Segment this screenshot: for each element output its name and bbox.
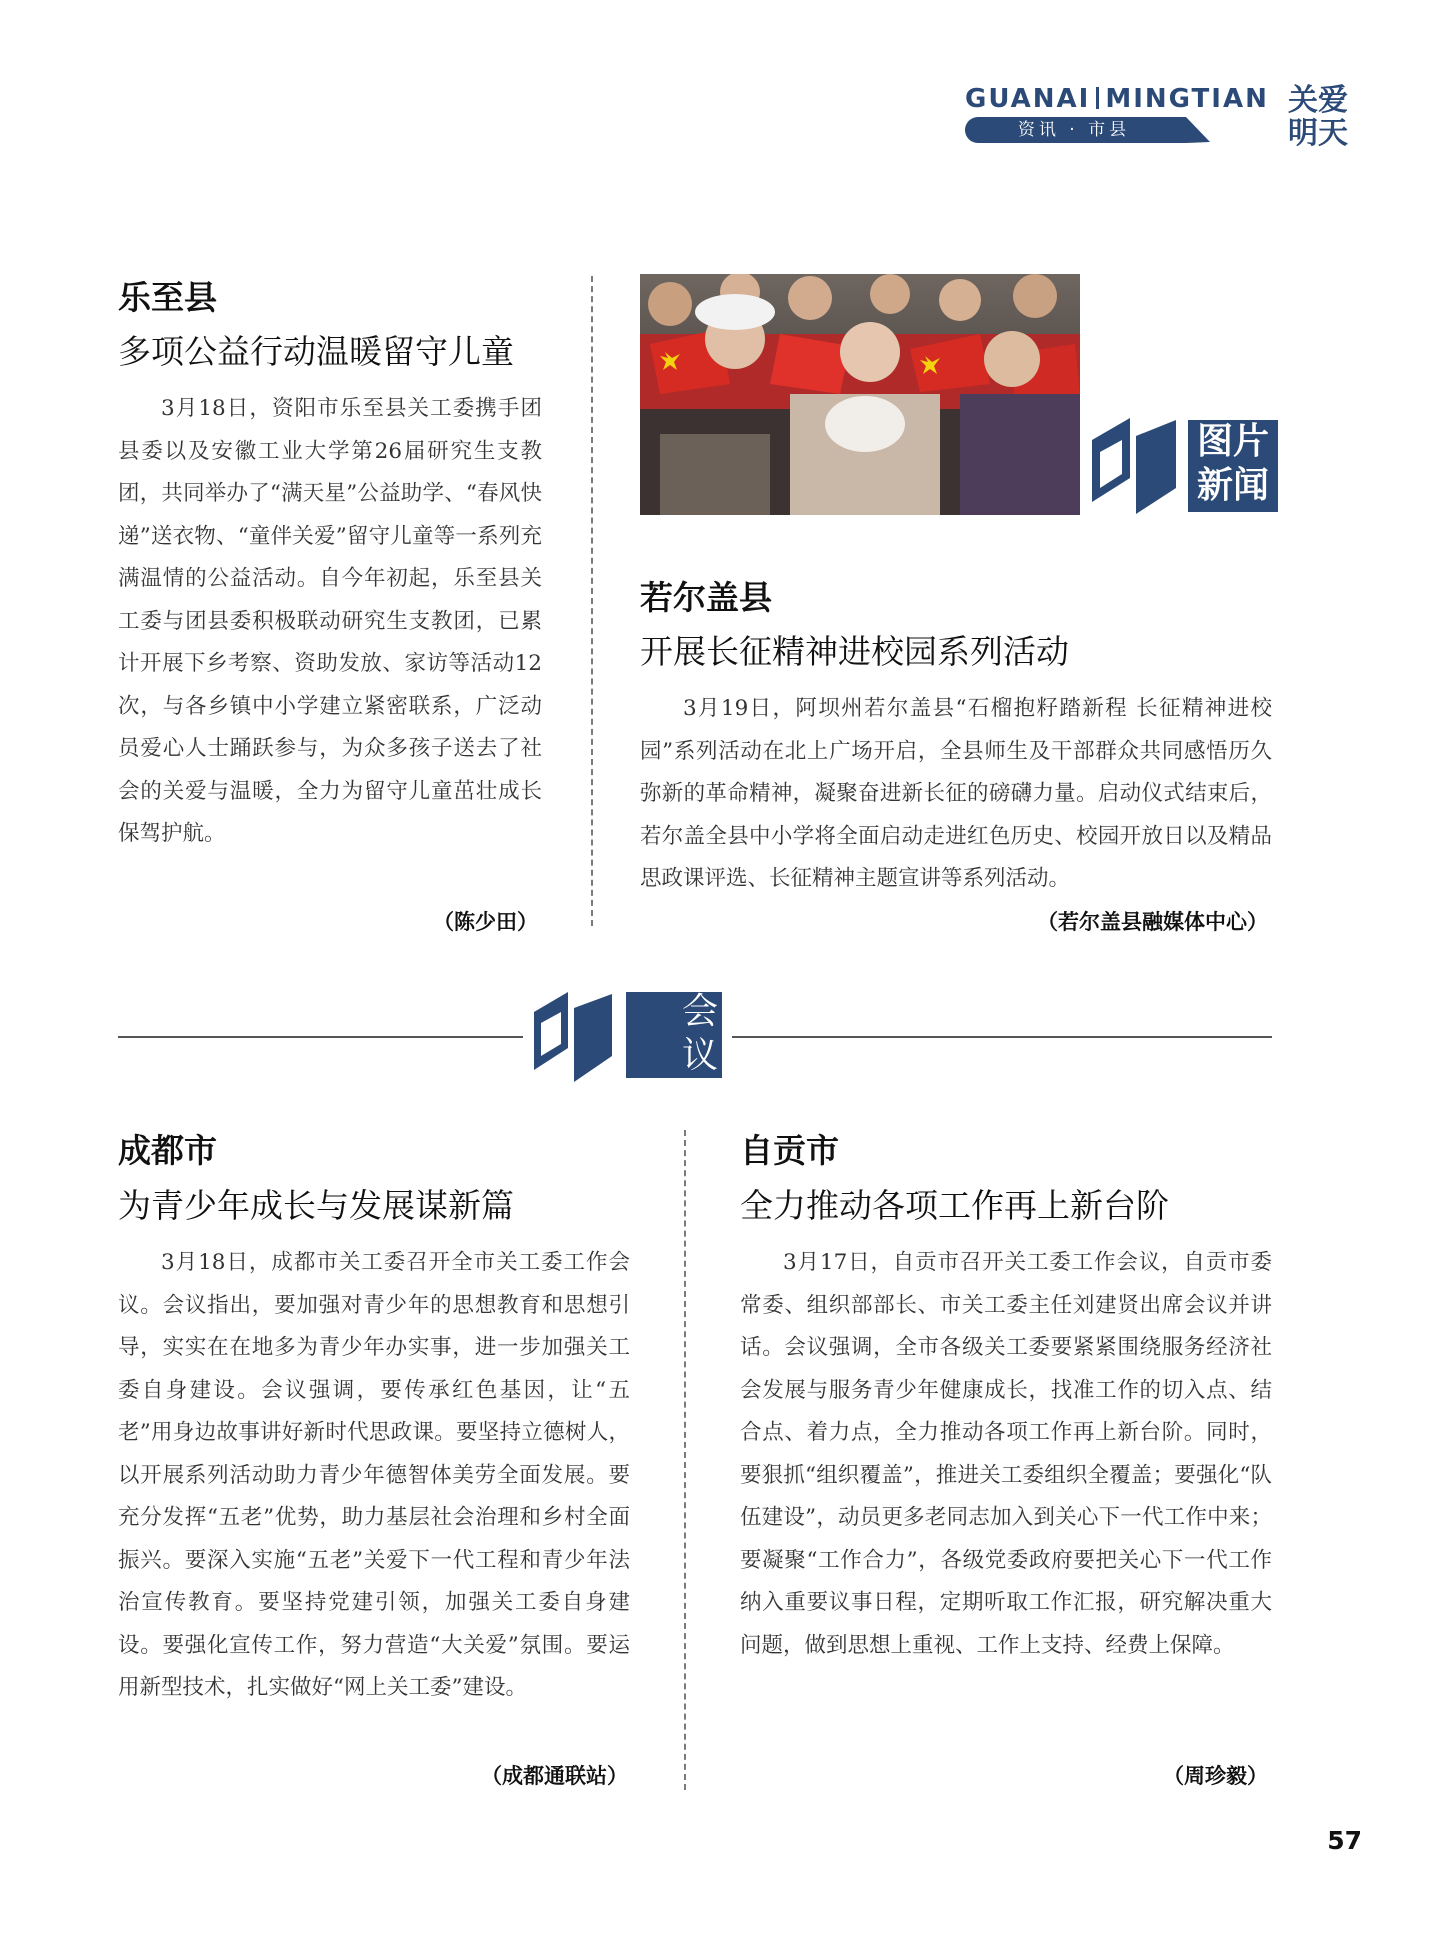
masthead-logo-line2: 明天 (1288, 116, 1348, 151)
article-body-zigong: 3月17日，自贡市召开关工委工作会议，自贡市委常委、组织部部长、市关工委主任刘建贤出席会议并讲话。会议强调，全市各级关工委要紧紧围绕服务经济社会发展与服务青少年健康成长，找准工作的切入点、结合点、着力点，全力推动各项工作再上新台阶。同时，要狠抓“组织覆盖”，推进关工委组织全覆盖；要强化“队伍建设”，动员更多老同志加入到关心下一代工作中来；要凝聚“工作合力”，各级党委政府要把关心下一代工作纳入重要议事日程，定期听取工作汇报，研究解决重大问题，做到思想上重视、工作上支持、经费上保障。 (740, 1250, 1272, 1658)
photo-news-label (1188, 420, 1278, 512)
section-tag-label: 资讯 · 市县 (1017, 120, 1131, 140)
article-byline-lezhi: （陈少田） (433, 910, 538, 934)
meeting-section-label (626, 992, 722, 1078)
article-region-lezhi: 乐至县 (118, 278, 217, 317)
masthead-latin-left: GUANAI (965, 84, 1091, 114)
article-region-ruoergai: 若尔盖县 (640, 578, 772, 617)
article-headline-zigong: 全力推动各项工作再上新台阶 (740, 1186, 1169, 1225)
section-tag (964, 116, 1212, 144)
meeting-section-char2: 议 (681, 1035, 718, 1076)
column-divider-top (591, 276, 593, 926)
article-body-lezhi: 3月18日，资阳市乐至县关工委携手团县委以及安徽工业大学第26届研究生支教团，共同举办了“满天星”公益助学、“春风快递”送衣物、“童伴关爱”留守儿童等一系列充满温情的公益活动。自今年初起，乐至县关工委与团县委积极联动研究生支教团，已累计开展下乡考察、资助发放、家访等活动12次，与各乡镇中小学建立紧密联系，广泛动员爱心人士踊跃参与，为众多孩子送去了社会的关爱与温暖，全力为留守儿童茁壮成长保驾护航。 (118, 396, 542, 846)
section-rule-left (118, 1036, 523, 1038)
article-region-chengdu: 成都市 (118, 1131, 217, 1170)
page-number: 57 (1327, 1826, 1362, 1855)
article-headline-ruoergai: 开展长征精神进校园系列活动 (640, 632, 1069, 671)
article-byline-zigong: （周珍毅） (1163, 1764, 1268, 1788)
meeting-section-char1: 会 (681, 991, 718, 1032)
section-rule-right (732, 1036, 1272, 1038)
article-byline-ruoergai: （若尔盖县融媒体中心） (1037, 910, 1268, 934)
children-with-flags-photo (640, 274, 1080, 515)
article-body-chengdu: 3月18日，成都市关工委召开全市关工委工作会议。会议指出，要加强对青少年的思想教育和思想引导，实实在在地多为青少年办实事，进一步加强关工委自身建设。会议强调，要传承红色基因，让“五老”用身边故事讲好新时代思政课。要坚持立德树人，以开展系列活动助力青少年德智体美劳全面发展。要充分发挥“五老”优势，助力基层社会治理和乡村全面振兴。要深入实施“五老”关爱下一代工程和青少年法治宣传教育。要坚持党建引领，加强关工委自身建设。要强化宣传工作，努力营造“大关爱”氛围。要运用新型技术，扎实做好“网上关工委”建设。 (118, 1250, 630, 1700)
column-divider-bottom (684, 1130, 686, 1790)
photo-illustration (640, 274, 1080, 515)
book-logo-icon (1092, 418, 1176, 514)
article-byline-chengdu: （成都通联站） (481, 1764, 628, 1788)
masthead-title (965, 84, 1267, 118)
photo-news-badge (1092, 418, 1280, 514)
photo-news-label-line2: 新闻 (1196, 465, 1269, 506)
masthead-logo-line1: 关爱 (1288, 83, 1348, 118)
article-body-ruoergai: 3月19日，阿坝州若尔盖县“石榴抱籽踏新程 长征精神进校园”系列活动在北上广场开启，全县师生及干部群众共同感悟历久弥新的革命精神，凝聚奋进新长征的磅礴力量。启动仪式结束后，若尔盖全县中小学将全面启动走进红色历史、校园开放日以及精品思政课评选、长征精神主题宣讲等系列活动。 (640, 696, 1272, 891)
masthead-latin-right: MINGTIAN (1105, 84, 1269, 114)
photo-news-label-line1: 图片 (1196, 421, 1269, 462)
book-logo-icon (534, 992, 612, 1082)
article-headline-chengdu: 为青少年成长与发展谋新篇 (118, 1186, 514, 1225)
article-region-zigong: 自贡市 (740, 1131, 839, 1170)
article-headline-lezhi: 多项公益行动温暖留守儿童 (118, 332, 514, 371)
masthead-logo (1288, 84, 1348, 156)
masthead-separator (1096, 87, 1099, 109)
